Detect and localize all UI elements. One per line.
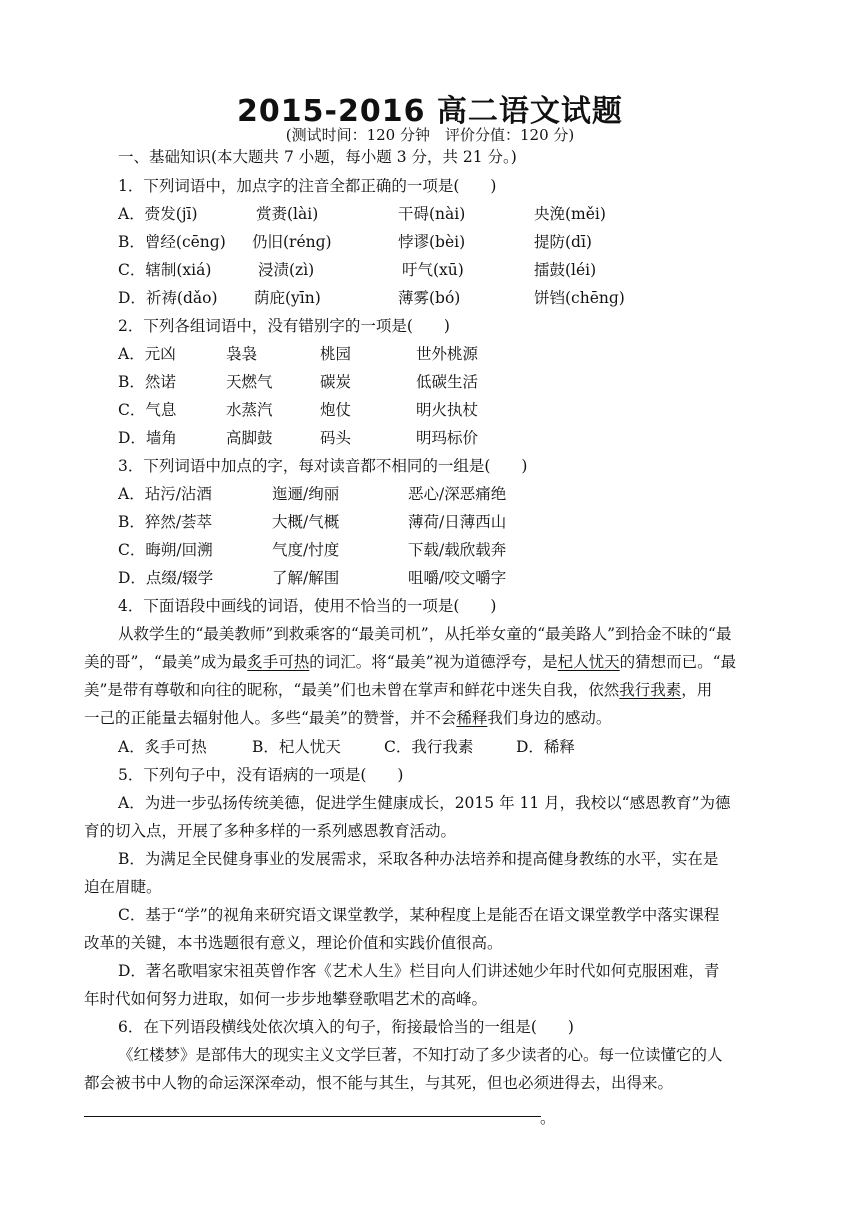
option-cell: 炮仗 bbox=[320, 401, 352, 419]
option-cell: A．赍发(jī) bbox=[118, 205, 198, 223]
question-3-stem: 3．下列词语中加点的字，每对读音都不相同的一组是( ) bbox=[118, 457, 528, 475]
underlined-word: 我行我素 bbox=[619, 681, 682, 699]
option-cell: C．晦朔/回溯 bbox=[118, 541, 213, 559]
option-cell: 恶心/深恶痛绝 bbox=[408, 485, 507, 503]
page-subtitle: (测试时间：120 分钟 评价分值：120 分) bbox=[285, 126, 575, 144]
option-line: A．为进一步弘扬传统美德，促进学生健康成长，2015 年 11 月，我校以“感恩教育”为德 bbox=[118, 794, 731, 812]
option-cell: B．猝然/荟萃 bbox=[118, 513, 213, 531]
option-cell: 天燃气 bbox=[226, 373, 273, 391]
option-cell: 荫庇(yīn) bbox=[254, 289, 321, 307]
option-cell: D．点缀/辍学 bbox=[118, 569, 214, 587]
option-cell: D．墙角 bbox=[118, 429, 177, 447]
option-cell: 水蒸汽 bbox=[226, 401, 273, 419]
option-cell: C．我行我素 bbox=[384, 738, 474, 756]
option-cell: 迤逦/绚丽 bbox=[272, 485, 340, 503]
option-cell: 提防(dī) bbox=[534, 233, 592, 251]
passage-line: 美的哥”，“最美”成为最炙手可热的词汇。将“最美”视为道德浮夸，是杞人忧天的猜想而已。“最 bbox=[84, 653, 737, 671]
option-cell: C．气息 bbox=[118, 401, 177, 419]
option-cell: 饼铛(chēnɡ) bbox=[534, 289, 625, 307]
passage-line: 《红楼梦》是部伟大的现实主义文学巨著，不知打动了多少读者的心。每一位读懂它的人 bbox=[118, 1046, 723, 1064]
underlined-word: 杞人忧天 bbox=[557, 653, 620, 671]
option-cell: 袅袅 bbox=[226, 345, 258, 363]
option-cell: 碳炭 bbox=[320, 373, 352, 391]
option-cell: 气度/忖度 bbox=[272, 541, 340, 559]
passage-line: 美”是带有尊敬和向往的昵称，“最美”们也未曾在掌声和鲜花中迷失自我，依然我行我素，用 bbox=[84, 681, 713, 699]
option-cell: 桃园 bbox=[320, 345, 352, 363]
option-cell: 赏赉(lài) bbox=[256, 205, 319, 223]
option-cell: 明火执杖 bbox=[416, 401, 479, 419]
option-cell: 世外桃源 bbox=[416, 345, 479, 363]
passage-line: 从救学生的“最美教师”到救乘客的“最美司机”，从托举女童的“最美路人”到拾金不昧的“最 bbox=[118, 625, 732, 643]
option-cell: A．玷污/沾酒 bbox=[118, 485, 212, 503]
option-cell: 咀嚼/咬文嚼字 bbox=[408, 569, 507, 587]
option-cell: 薄荷/日薄西山 bbox=[408, 513, 507, 531]
option-cell: D．祈祷(dǎo) bbox=[118, 289, 218, 307]
option-line: 迫在眉睫。 bbox=[84, 878, 162, 896]
option-cell: 码头 bbox=[320, 429, 352, 447]
option-line: D．著名歌唱家宋祖英曾作客《艺术人生》栏目向人们讲述她少年时代如何克服困难，青 bbox=[118, 962, 720, 980]
option-cell: 干碍(nài) bbox=[398, 205, 466, 223]
question-4-stem: 4．下面语段中画线的词语，使用不恰当的一项是( ) bbox=[118, 597, 497, 615]
option-cell: 高脚鼓 bbox=[226, 429, 273, 447]
option-cell: A．炙手可热 bbox=[118, 738, 207, 756]
blank-terminator: 。 bbox=[540, 1109, 556, 1127]
section-heading: 一、基础知识(本大题共 7 小题，每小题 3 分，共 21 分。) bbox=[118, 148, 517, 166]
answer-blank-line bbox=[84, 1116, 541, 1117]
passage-line: 都会被书中人物的命运深深牵动，恨不能与其生，与其死，但也必须进得去，出得来。 bbox=[84, 1074, 674, 1092]
passage-line: 一己的正能量去辐射他人。多些“最美”的赞誉，并不会稀释我们身边的感动。 bbox=[84, 709, 612, 727]
option-cell: 擂鼓(léi) bbox=[534, 261, 597, 279]
option-cell: B．曾经(cēnɡ) bbox=[118, 233, 226, 251]
option-cell: B．然诺 bbox=[118, 373, 176, 391]
question-5-stem: 5．下列句子中，没有语病的一项是( ) bbox=[118, 766, 404, 784]
option-cell: 大概/气概 bbox=[272, 513, 340, 531]
option-line: B．为满足全民健身事业的发展需求，采取各种办法培养和提高健身教练的水平，实在是 bbox=[118, 850, 719, 868]
option-cell: C．辖制(xiá) bbox=[118, 261, 212, 279]
option-cell: 悖谬(bèi) bbox=[398, 233, 466, 251]
question-1-stem: 1．下列词语中，加点字的注音全都正确的一项是( ) bbox=[118, 177, 497, 195]
option-cell: 下载/载欣载奔 bbox=[408, 541, 507, 559]
option-cell: A．元凶 bbox=[118, 345, 176, 363]
option-cell: 薄雾(bó) bbox=[398, 289, 461, 307]
option-cell: B．杞人忧天 bbox=[252, 738, 341, 756]
option-cell: 央浼(měi) bbox=[534, 205, 606, 223]
page-title: 2015-2016 高二语文试题 bbox=[237, 94, 623, 129]
option-line: 年时代如何努力进取，如何一步步地攀登歌唱艺术的高峰。 bbox=[84, 990, 488, 1008]
option-line: 育的切入点，开展了多种多样的一系列感恩教育活动。 bbox=[84, 822, 457, 840]
underlined-word: 稀释 bbox=[456, 709, 488, 727]
question-6-stem: 6．在下列语段横线处依次填入的句子，衔接最恰当的一组是( ) bbox=[118, 1018, 574, 1036]
option-line: C．基于“学”的视角来研究语文课堂教学，某种程度上是能否在语文课堂教学中落实课程 bbox=[118, 906, 720, 924]
option-line: 改革的关键，本书选题很有意义，理论价值和实践价值很高。 bbox=[84, 934, 503, 952]
option-cell: 低碳生活 bbox=[416, 373, 479, 391]
option-cell: D．稀释 bbox=[516, 738, 575, 756]
option-cell: 仍旧(rénɡ) bbox=[252, 233, 332, 251]
underlined-word: 炙手可热 bbox=[247, 653, 310, 671]
option-cell: 明玛标价 bbox=[416, 429, 479, 447]
question-2-stem: 2．下列各组词语中，没有错别字的一项是( ) bbox=[118, 317, 450, 335]
option-cell: 浸渍(zì) bbox=[258, 261, 315, 279]
option-cell: 了解/解围 bbox=[272, 569, 340, 587]
option-cell: 吁气(xū) bbox=[402, 261, 464, 279]
